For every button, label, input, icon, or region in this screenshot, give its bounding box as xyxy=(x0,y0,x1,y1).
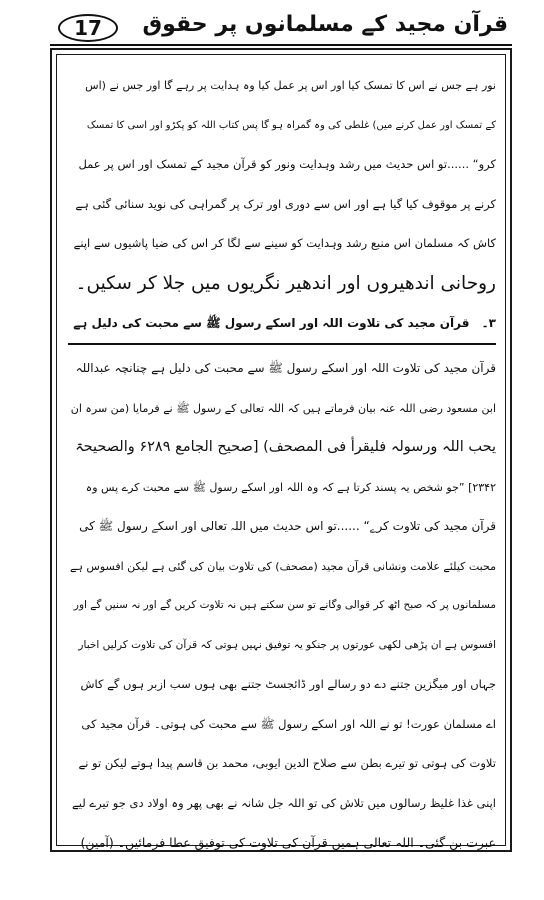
text-line: کرو“ ......تو اس حدیث میں رشد وہدایت ونور کو قرآن مجید کے تمسک اور اس پر عمل xyxy=(78,157,496,171)
text-line: روحانی اندھیروں اور اندھیر نگریوں میں جلا کر سکیں۔ xyxy=(75,272,496,294)
text-line: اپنی غذا غلیظ رسالوں میں تلاش کی تو اللہ جل شانہ نے بھی پھر وہ اولاد دی جو تیرے لیے xyxy=(71,795,496,810)
text-line: کرنے پر موقوف کیا گیا ہے اور اس سے دوری اور ترک پر گمراہی کی نوید سنائی گئی ہے xyxy=(75,196,496,211)
text-line: اے مسلمان عورت! تو نے اللہ اور اسکے رسول ﷺ سے محبت کی ہوتی۔ قرآن مجید کی xyxy=(81,716,496,731)
section-number: ۳۔ xyxy=(481,316,496,330)
text-line: نور ہے جس نے اس کا تمسک کیا اور اس پر عمل کیا وہ ہدایت پر رہے گا اور جس نے (اس xyxy=(85,79,496,92)
text-line: جہاں اور میگزین جتنے دے دو رسالے اور ڈائجسٹ جتنے بھی ہوں سب ازبر ہوں گے کاش xyxy=(80,677,496,691)
text-line: قرآن مجید کی تلاوت اللہ اور اسکے رسول ﷺ سے محبت کی دلیل ہے چنانچہ عبداللہ xyxy=(75,361,496,375)
section-heading xyxy=(68,303,496,345)
paragraph-1 xyxy=(68,66,496,303)
text-line: افسوس ہے ان پڑھی لکھی عورتوں پر جنکو یہ توفیق نہیں ہوتی کہ قرآن کی تلاوت کرلیں اخبار xyxy=(78,638,496,651)
page-number: 17 xyxy=(58,14,118,42)
paragraph-2 xyxy=(68,349,496,863)
text-line: ۲۳۴۲] ”جو شخص یہ پسند کرتا ہے کہ وہ اللہ اور اسکے رسول ﷺ سے محبت کرے پس وہ xyxy=(85,480,496,494)
text-line: تلاوت کی ہوتی تو تیرے بطن سے صلاح الدین ایوبی، محمد بن قاسم پیدا ہوتے لیکن تو نے xyxy=(78,756,496,770)
text-line: کاش کہ مسلمان اس منبع رشد وہدایت کو سینے سے لگا کر اس کی ضیا پاشیوں سے اپنے xyxy=(73,236,496,250)
running-title: قرآن مجید کے مسلمانوں پر حقوق xyxy=(142,12,508,37)
page-body xyxy=(68,66,496,863)
text-line: مسلمانوں پر کہ صبح اٹھ کر قوالی وگانے تو سن سکتے ہیں نہ تلاوت کریں گے اور نہ سنیں گے اور xyxy=(73,599,496,611)
page-header xyxy=(50,6,512,46)
text-line: عبرت بن گئی۔ اللہ تعالی ہمیں قرآن کی تلاوت کی توفیق عطا فرمائیں۔ (آمین) xyxy=(80,835,496,850)
text-line: محبت کیلئے علامت ونشانی قرآن مجید (مصحف) کی تلاوت بیان کی گئی ہے لیکن افسوس ہے xyxy=(70,559,496,573)
text-line: کے تمسک اور عمل کرنے میں) غلطی کی وہ گمراہ ہو گا پس کتاب اللہ کو پکڑو اور اسی کا تمسک xyxy=(86,119,496,131)
text-line: قرآن مجید کی تلاوت کرے“ ......تو اس حدیث میں اللہ تعالی اور اسکے رسول ﷺ کی xyxy=(79,519,496,533)
text-line: ابن مسعود رضی اللہ عنہ بیان فرماتے ہیں کہ اللہ تعالی کے رسول ﷺ نے فرمایا (من سرہ ان xyxy=(70,401,496,415)
section-title: قرآن مجید کی تلاوت اللہ اور اسکے رسول ﷺ سے محبت کی دلیل ہے xyxy=(73,316,470,330)
text-line: یحب اللہ ورسولہ فلیقرأ فی المصحف) [صحیح الجامع ۶۲۸۹ والصحیحۃ xyxy=(75,439,496,455)
header-rule xyxy=(50,44,512,46)
